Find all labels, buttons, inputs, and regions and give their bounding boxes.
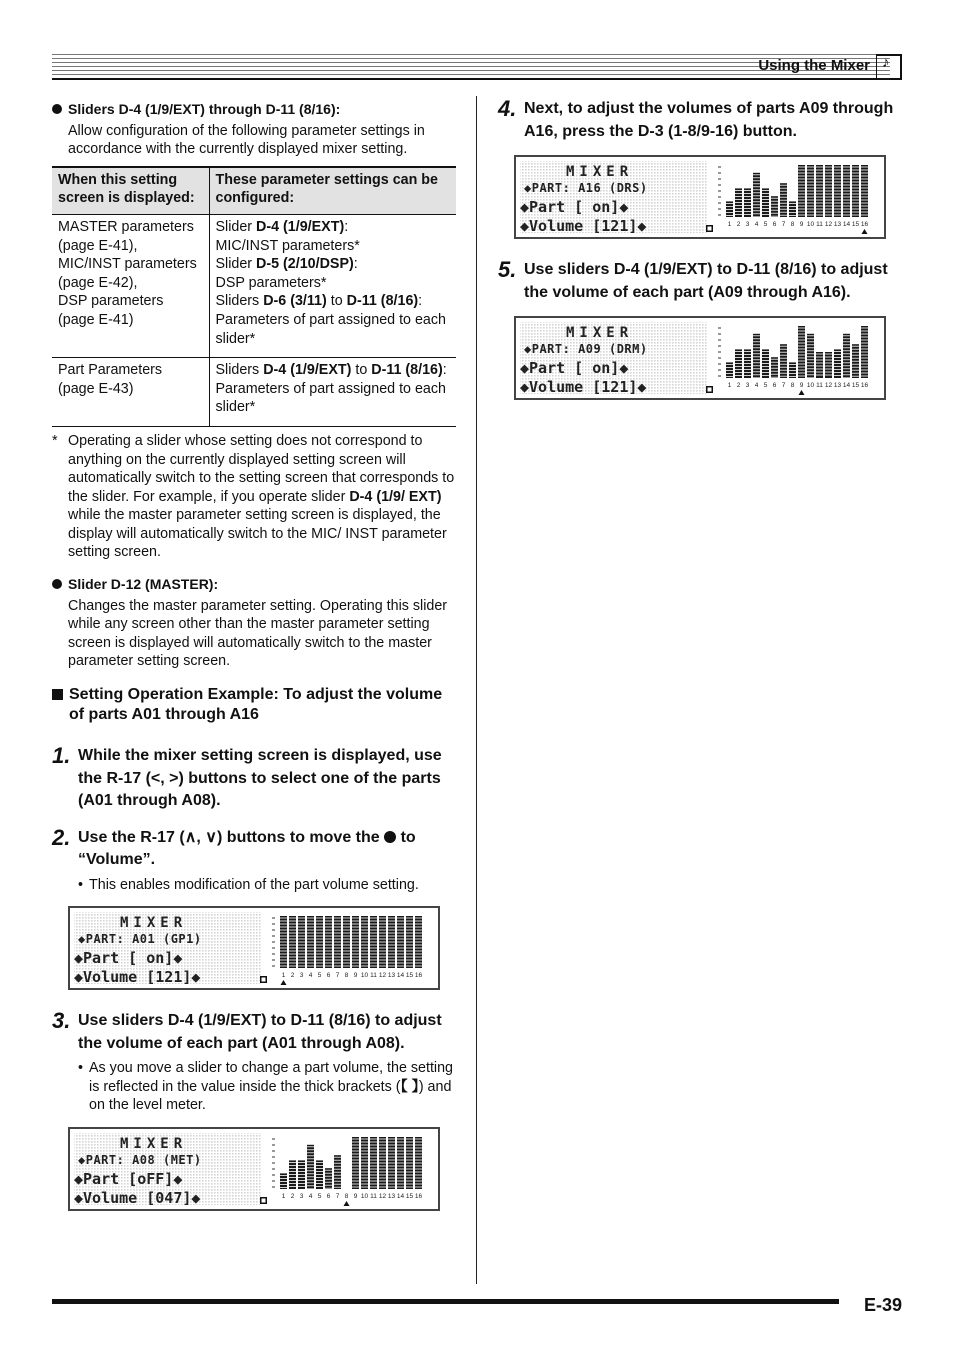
meter-part-label: 14 <box>842 382 851 389</box>
meter-part-label: 13 <box>833 382 842 389</box>
bullet-text: Allow configuration of the following parameter settings in accordance with the currently displayed mixer setting. <box>68 122 425 158</box>
bullet-dot-icon <box>52 104 62 114</box>
meter-part-label: 16 <box>414 1192 423 1200</box>
meter-part-label: 7 <box>335 1192 340 1200</box>
meter-part-label: 8 <box>790 221 795 228</box>
table-header-cell: When this setting screen is displayed: <box>52 167 209 215</box>
meter-part-label: 12 <box>824 382 833 389</box>
meter-part-label: 2 <box>736 221 741 228</box>
meter-part-label: 9 <box>353 1192 358 1200</box>
table-cell: Part Parameters (page E-43) <box>52 358 209 427</box>
meter-part-label: 1 <box>281 1192 286 1200</box>
meter-part-label: 13 <box>387 972 396 980</box>
meter-part-label: 8 <box>790 382 795 389</box>
meter-part-label: 11 <box>816 382 823 389</box>
square-bullet-icon <box>52 689 63 700</box>
lcd-screen <box>68 906 440 990</box>
bullet-heading: Sliders D-4 (1/9/EXT) through D-11 (8/16): <box>68 101 341 117</box>
selected-part-marker-icon <box>862 229 868 234</box>
selected-part-marker-icon <box>799 390 805 395</box>
meter-part-label: 16 <box>860 221 869 228</box>
bullet-slider-d12 <box>52 575 456 594</box>
bullet-text: Changes the master parameter setting. Operating this slider while any screen other than the master parameter setting screen is displayed will automatically switch to the master parameter setting screen. <box>68 597 448 670</box>
meter-part-label: 9 <box>799 382 804 389</box>
level-meter-bar <box>325 1168 332 1189</box>
level-meter-bar <box>825 352 832 378</box>
meter-part-label: 1 <box>281 972 286 980</box>
meter-part-label: 15 <box>405 972 414 980</box>
meter-part-label: 3 <box>299 1192 304 1200</box>
meter-part-label: 9 <box>799 221 804 228</box>
meter-part-label: 2 <box>290 1192 295 1200</box>
meter-part-label: 16 <box>414 972 423 980</box>
table-header-cell: These parameter settings can be configured: <box>209 167 456 215</box>
meter-part-label: 15 <box>405 1192 414 1200</box>
meter-part-label: 15 <box>851 221 860 228</box>
step-4: 4. Next, to adjust the volumes of parts A09 through A16, press the D-3 (1-8/9-16) button. <box>498 96 894 140</box>
table-cell: Sliders D-4 (1/9/EXT) to D-11 (8/16): Parameters of part assigned to each slider* <box>215 362 447 416</box>
selected-part-marker-icon <box>281 980 287 985</box>
meter-part-label: 12 <box>824 221 833 228</box>
meter-part-label: 14 <box>396 972 405 980</box>
meter-part-label: 8 <box>344 972 349 980</box>
table-row <box>52 358 456 427</box>
meter-mode-icon-inner <box>708 227 712 231</box>
meter-part-label: 5 <box>763 221 768 228</box>
lcd-part-setting: ◆Part [ on]◆ <box>74 949 183 968</box>
meter-part-label: 8 <box>344 1192 349 1200</box>
meter-part-label: 9 <box>353 972 358 980</box>
lcd-part-name: ◆PART: A01 (GP1) <box>78 932 202 947</box>
meter-part-label: 5 <box>763 382 768 389</box>
step-3: 3. Use sliders D-4 (1/9/EXT) to D-11 (8/16) to adjust the volume of each part (A01 through A08). <box>52 1008 442 1052</box>
meter-part-label: 16 <box>860 382 869 389</box>
meter-part-label: 7 <box>781 382 786 389</box>
footer-rule <box>52 1299 839 1304</box>
musical-note-icon: ♪ <box>876 54 902 80</box>
meter-part-label: 13 <box>833 221 842 228</box>
lcd-volume-setting: ◆Volume [121]◆ <box>520 217 647 235</box>
lcd-graphic <box>516 318 884 398</box>
step-1: 1. While the mixer setting screen is displayed, use the R-17 (<, >) buttons to select one of the parts (A01 through A08). <box>52 743 442 810</box>
section-heading: Setting Operation Example: To adjust the volume of parts A01 through A16 <box>52 685 456 725</box>
lcd-part-name: ◆PART: A09 (DRM) <box>524 342 648 356</box>
lcd-part-name: ◆PART: A08 (MET) <box>78 1152 202 1167</box>
bullet-dot-icon <box>52 579 62 589</box>
meter-part-label: 6 <box>326 1192 331 1200</box>
meter-mode-icon-inner <box>708 388 712 392</box>
lcd-graphic <box>70 908 438 988</box>
meter-part-label: 7 <box>781 221 786 228</box>
meter-part-label: 6 <box>326 972 331 980</box>
lcd-part-setting: ◆Part [oFF]◆ <box>74 1169 183 1188</box>
step-3-sub: • As you move a slider to change a part volume, the setting is reflected in the value inside the thick brackets (【 】) and on the level meter. <box>78 1060 453 1114</box>
lcd-part-setting: ◆Part [ on]◆ <box>520 359 629 377</box>
table-cell: Slider D-4 (1/9/EXT): MIC/INST parameters* Slider D-5 (2/10/DSP): DSP parameters* Sliders D-6 (3/11) to D-11 (8/16): Parameters of part assigned to each slider* <box>215 218 446 347</box>
step-2: 2. Use the R-17 (∧, ∨) buttons to move the to “Volume”. <box>52 824 416 869</box>
meter-part-label: 10 <box>806 221 815 228</box>
meter-part-label: 12 <box>378 1192 387 1200</box>
lcd-title: MIXER <box>120 1135 188 1152</box>
right-column <box>498 98 902 400</box>
lcd-title: MIXER <box>120 915 188 932</box>
meter-part-label: 7 <box>335 972 340 980</box>
level-meter-bar <box>843 334 850 378</box>
bullet-heading: Slider D-12 (MASTER): <box>68 576 219 593</box>
level-meter-bar <box>753 173 760 217</box>
meter-mode-icon-inner <box>262 1198 266 1202</box>
lcd-part-setting: ◆Part [ on]◆ <box>520 198 629 216</box>
meter-part-label: 2 <box>290 972 295 980</box>
step-5: 5. Use sliders D-4 (1/9/EXT) to D-11 (8/16) to adjust the volume of each part (A09 through A16). <box>498 257 888 301</box>
lcd-part-name: ◆PART: A16 (DRS) <box>524 181 648 195</box>
meter-part-label: 15 <box>851 382 860 389</box>
meter-part-label: 3 <box>745 382 750 389</box>
footnote: * Operating a slider whose setting does not correspond to anything on the currently displayed setting screen will automatically switch to the setting screen that corresponds to the slider. For example, if you operate slider D-4 (1/9/ EXT) while the master parameter setting screen is displayed, the display will automatically switch to the MIC/ INST parameter setting screen. <box>52 432 455 561</box>
lcd-volume-setting: ◆Volume [121]◆ <box>520 378 647 396</box>
meter-part-label: 1 <box>727 221 732 228</box>
lcd-screen <box>514 155 886 239</box>
lcd-title: MIXER <box>566 325 634 341</box>
level-meter-bar <box>807 334 814 378</box>
meter-part-label: 5 <box>317 1192 322 1200</box>
lcd-graphic <box>70 1129 438 1209</box>
meter-part-label: 6 <box>772 382 777 389</box>
meter-part-label: 14 <box>842 221 851 228</box>
bullet-sliders-d4-d11 <box>52 100 456 119</box>
meter-part-label: 13 <box>387 1192 396 1200</box>
lcd-title: MIXER <box>566 164 634 180</box>
table-header-row <box>52 167 456 215</box>
meter-part-label: 14 <box>396 1192 405 1200</box>
level-meter-bar <box>816 352 823 378</box>
lcd-volume-setting: ◆Volume [121]◆ <box>74 968 201 987</box>
level-meter-bar <box>307 1145 314 1189</box>
selected-part-marker-icon <box>344 1201 350 1206</box>
level-meter-bar <box>753 334 760 378</box>
meter-mode-icon-inner <box>262 978 266 982</box>
meter-part-label: 3 <box>299 972 304 980</box>
meter-part-label: 2 <box>736 382 741 389</box>
step-2-sub: • This enables modification of the part volume setting. <box>78 876 419 893</box>
meter-part-label: 4 <box>754 221 759 228</box>
meter-part-label: 11 <box>816 221 823 228</box>
table-row <box>52 214 456 357</box>
up-down-arrows-icon: ∧, ∨ <box>184 828 218 846</box>
meter-part-label: 6 <box>772 221 777 228</box>
left-column <box>52 100 456 1211</box>
thick-brackets-icon: 【 】 <box>400 1078 419 1095</box>
meter-part-label: 10 <box>806 382 815 389</box>
meter-part-label: 11 <box>370 972 377 980</box>
meter-part-label: 4 <box>754 382 759 389</box>
parameter-table <box>52 166 456 427</box>
meter-part-label: 10 <box>360 1192 369 1200</box>
meter-part-label: 10 <box>360 972 369 980</box>
table-cell: MASTER parameters (page E-41), MIC/INST parameters (page E-42), DSP parameters (page E-41) <box>52 214 209 357</box>
cursor-dot-icon <box>384 831 396 843</box>
level-meter-bar <box>771 196 778 217</box>
meter-part-label: 12 <box>378 972 387 980</box>
meter-part-label: 4 <box>308 1192 313 1200</box>
meter-part-label: 5 <box>317 972 322 980</box>
page-number: E-39 <box>864 1295 903 1315</box>
meter-part-label: 4 <box>308 972 313 980</box>
meter-part-label: 11 <box>370 1192 377 1200</box>
meter-part-label: 3 <box>745 221 750 228</box>
lcd-graphic <box>516 157 884 237</box>
left-right-arrows-icon: <, > <box>150 769 179 787</box>
lcd-screen <box>514 316 886 400</box>
column-divider <box>476 96 477 1284</box>
lcd-screen <box>68 1127 440 1211</box>
lcd-volume-setting: ◆Volume [047]◆ <box>74 1188 201 1207</box>
level-meter-bar <box>771 357 778 378</box>
page-header-title: Using the Mixer <box>758 57 870 74</box>
meter-part-label: 1 <box>727 382 732 389</box>
